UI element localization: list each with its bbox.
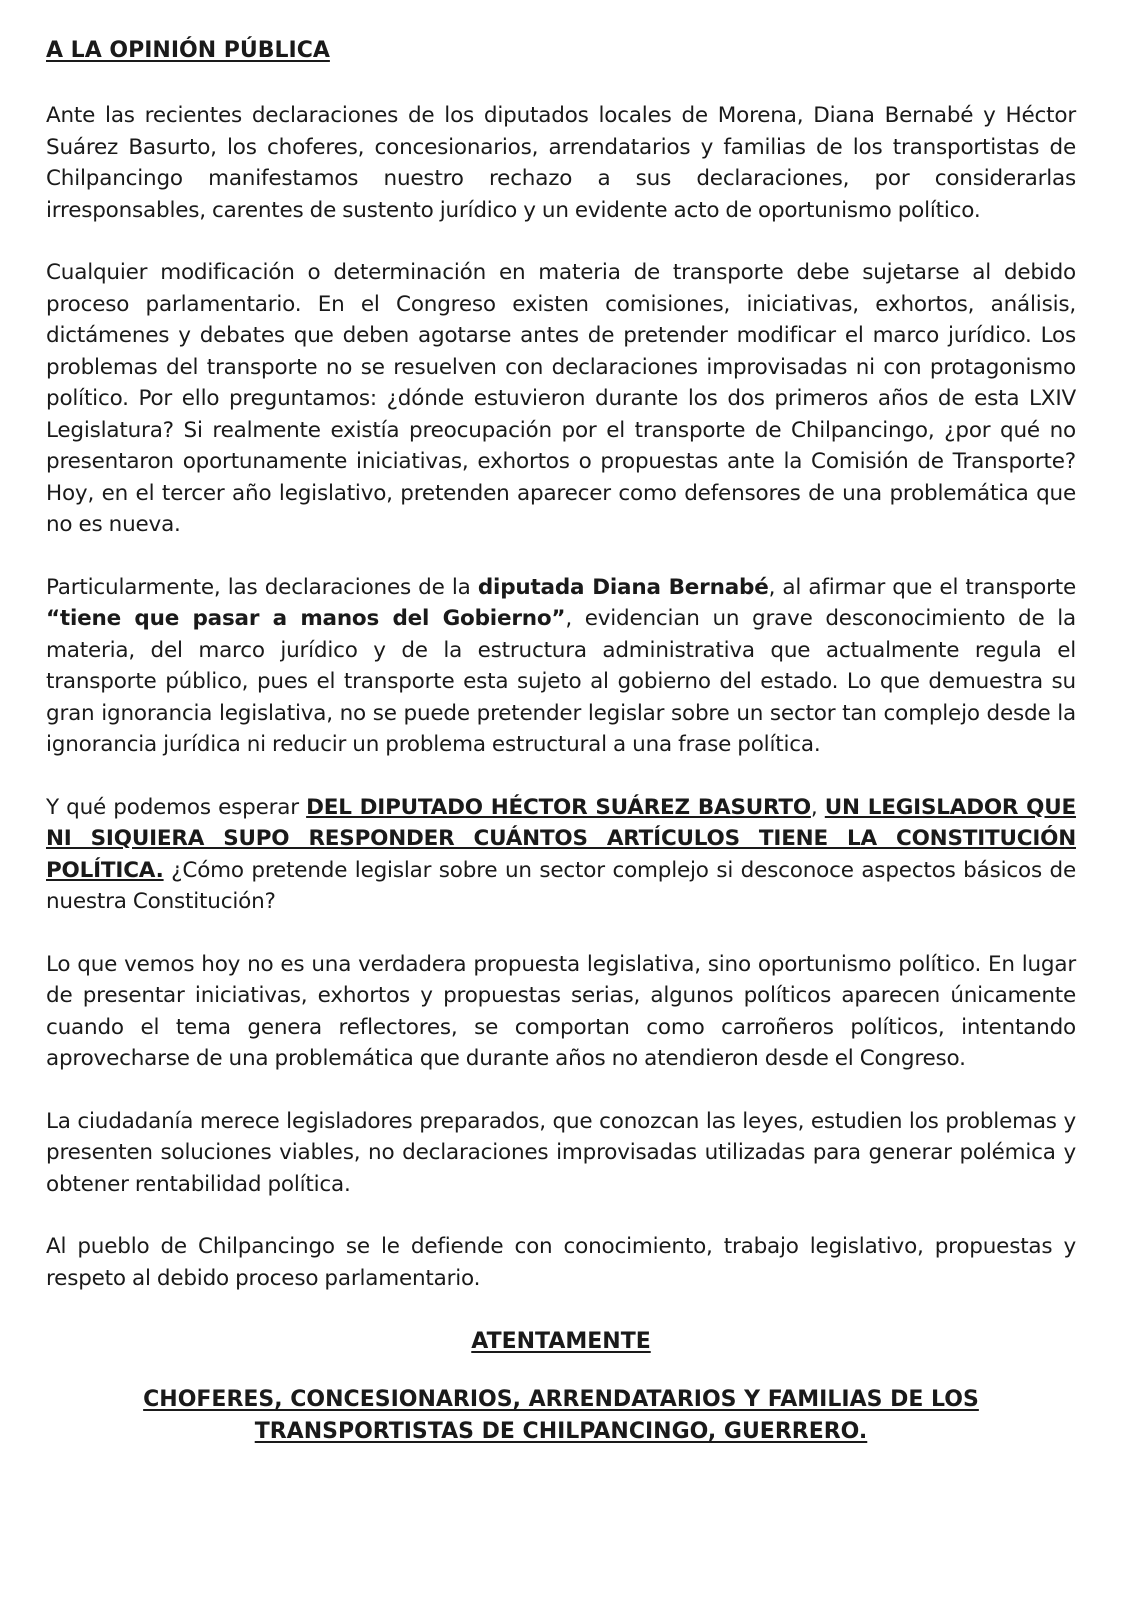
- paragraph-intro: Ante las recientes declaraciones de los diputados locales de Morena, Diana Bernabé y Héctor Suárez Basurto, los choferes, concesionarios, arrendatarios y familias de los transportistas de Chilpancingo manifestamos nuestro rechazo a sus declaraciones, por considerarlas irresponsables, carentes de sustento jurídico y un evidente acto de oportunismo político.: [46, 103, 1076, 223]
- paragraph-pueblo: Al pueblo de Chilpancingo se le defiende con conocimiento, trabajo legislativo, propuestas y respeto al debido proceso parlamentario.: [46, 1234, 1076, 1291]
- closing-block: [46, 1325, 1076, 1448]
- bold-name-diana-bernabe: diputada Diana Bernabé: [477, 574, 769, 600]
- paragraph-text: ,: [810, 794, 825, 820]
- paragraph-oportunismo: Lo que vemos hoy no es una verdadera propuesta legislativa, sino oportunismo político. En lugar de presentar iniciativas, exhortos y propuestas serias, algunos políticos aparecen únicamente cuando el tema genera reflectores, se comportan como carroñeros políticos, intentando aprovecharse de una problemática que durante años no atendieron desde el Congreso.: [46, 951, 1076, 1071]
- signature-line-2: TRANSPORTISTAS DE CHILPANCINGO, GUERRERO.: [254, 1419, 868, 1444]
- paragraph-text: Y qué podemos esperar: [46, 794, 307, 820]
- paragraph-text: , evidencian un grave desconocimiento de la materia, del marco jurídico y de la estructura administrativa que actualmente regula el transporte público, pues el transporte esta sujeto al gobierno del estado. Lo que demuestra su gran ignorancia legislativa, no se puede pretender legislar sobre un sector tan complejo desde la ignorancia jurídica ni reducir un problema estructural a una frase política.: [46, 606, 1076, 757]
- document-title: A LA OPINIÓN PÚBLICA: [46, 38, 330, 63]
- signature: [46, 1384, 1076, 1448]
- paragraph-ciudadania: La ciudadanía merece legisladores preparados, que conozcan las leyes, estudien los problemas y presenten soluciones viables, no declaraciones improvisadas utilizadas para generar polémica y obtener rentabilidad política.: [46, 1108, 1076, 1197]
- paragraph-hector-suarez: [46, 792, 1076, 918]
- paragraph-text: , al afirmar que el transporte: [768, 574, 1076, 600]
- closing-atentamente: ATENTAMENTE: [471, 1329, 651, 1354]
- paragraph-text: ¿Cómo pretende legislar sobre un sector complejo si desconoce aspectos básicos de nuestra Constitución?: [46, 857, 1076, 914]
- paragraph-diana-bernabe: [46, 572, 1076, 761]
- bold-underlined-statement: UN LEGISLADOR QUE NI SIQUIERA SUPO RESPONDER CUÁNTOS ARTÍCULOS TIENE LA CONSTITUCIÓN POLÍTICA.: [46, 794, 1076, 883]
- bold-quote: “tiene que pasar a manos del Gobierno”: [46, 606, 566, 631]
- signature-line-1: CHOFERES, CONCESIONARIOS, ARRENDATARIOS Y FAMILIAS DE LOS: [143, 1387, 979, 1412]
- paragraph-text: Particularmente, las declaraciones de la: [46, 574, 478, 600]
- bold-underlined-name-hector-suarez: DEL DIPUTADO HÉCTOR SUÁREZ BASURTO: [306, 794, 811, 820]
- paragraph-parliamentary-process: Cualquier modificación o determinación en materia de transporte debe sujetarse al debido proceso parlamentario. En el Congreso existen comisiones, iniciativas, exhortos, análisis, dictámenes y debates que deben agotarse antes de pretender modificar el marco jurídico. Los problemas del transporte no se resuelven con declaraciones improvisadas ni con protagonismo político. Por ello preguntamos: ¿dónde estuvieron durante los dos primeros años de esta LXIV Legislatura? Si realmente existía preocupación por el transporte de Chilpancingo, ¿por qué no presentaron oportunamente iniciativas, exhortos o propuestas ante la Comisión de Transporte? Hoy, en el tercer año legislativo, pretenden aparecer como defensores de una problemática que no es nueva.: [46, 260, 1076, 537]
